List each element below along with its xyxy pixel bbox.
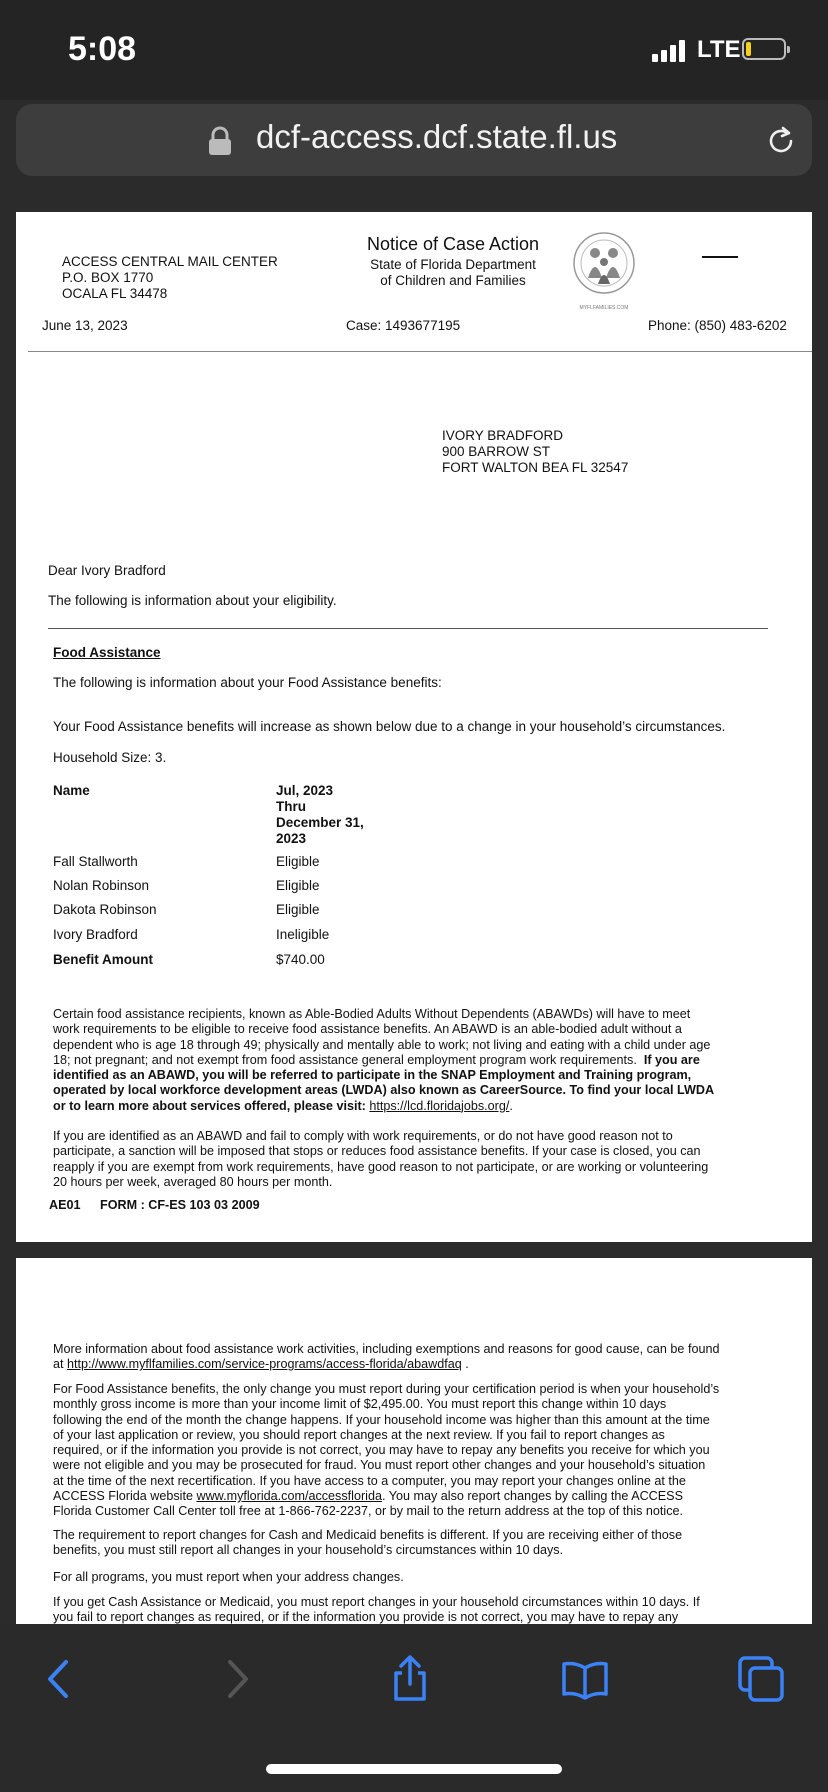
- period-line: Jul, 2023: [276, 783, 334, 798]
- table-header-name: Name: [53, 783, 90, 798]
- text-line: The requirement to report changes for Cash and Medicaid benefits is different. If you are receiving either of those: [53, 1528, 683, 1542]
- accessflorida-link[interactable]: www.myflorida.com/accessflorida: [196, 1489, 382, 1504]
- sender-line: OCALA FL 34478: [62, 286, 168, 301]
- member-name: Ivory Bradford: [53, 927, 138, 942]
- text-line: If you are identified as an ABAWD and fail to comply with work requirements, or do not have good reason not to: [53, 1129, 673, 1143]
- dcf-seal-icon: [564, 226, 644, 300]
- text-line: participate, a sanction will be imposed that stops or reduces food assistance benefits. If your case is closed, you can: [53, 1144, 701, 1159]
- text-line: Certain food assistance recipients, known as Able-Bodied Adults Without Dependents (ABAWDs) will have to meet: [53, 1007, 691, 1021]
- section-divider: [48, 628, 768, 629]
- table-row: [53, 854, 138, 870]
- table-header-period: [276, 783, 364, 847]
- greeting: Dear Ivory Bradford: [48, 563, 166, 578]
- period-line: Thru: [276, 799, 306, 814]
- browser-toolbar: [0, 1624, 828, 1792]
- household-size: Household Size: 3.: [53, 750, 167, 765]
- benefit-label: Benefit Amount: [53, 952, 153, 967]
- phone-number: Phone: (850) 483-6202: [648, 318, 787, 333]
- text-line: For Food Assistance benefits, the only change you must report during your certification period is when your household’s: [53, 1382, 720, 1396]
- recipient-line: 900 BARROW ST: [442, 444, 551, 459]
- reporting-paragraph: [53, 1382, 803, 1520]
- text-line: More information about food assistance work activities, including exemptions and reasons for good cause, can be found: [53, 1342, 720, 1356]
- member-status: Eligible: [276, 854, 320, 869]
- text-line: reapply if you are exempt from work requirements, have good reason to not participate, or are working or volunteering: [53, 1159, 709, 1174]
- benefit-amount: $740.00: [276, 952, 325, 967]
- sender-address: [62, 254, 278, 302]
- increase-text: Your Food Assistance benefits will increase as shown below due to a change in your household’s circumstances.: [53, 719, 726, 734]
- notice-subtitle: of Children and Families: [380, 273, 526, 288]
- text-line: following the end of the month the change happens. If your household income was higher than this amount at the time: [53, 1412, 710, 1427]
- member-status: Eligible: [276, 902, 320, 917]
- forward-icon[interactable]: [212, 1654, 262, 1704]
- text-line: 20 hours per week, averaged 80 hours per month.: [53, 1174, 333, 1189]
- notice-page-1: [16, 212, 812, 1242]
- sanction-paragraph: [53, 1129, 803, 1190]
- text-line: of your last application or review, you should report changes at the next review. If you fail to report changes as: [53, 1427, 665, 1442]
- text-line: dependent who is age 18 through 49; physically and mentally able to work; not living and eating with a child under age: [53, 1037, 711, 1052]
- status-bar: [0, 0, 828, 100]
- reload-icon[interactable]: [764, 124, 798, 158]
- header-divider: [28, 351, 812, 352]
- url-text[interactable]: dcf-access.dcf.state.fl.us: [256, 118, 618, 155]
- share-icon[interactable]: [385, 1654, 435, 1704]
- text-line: monthly gross income is more than your income limit of $2,495.00. You must report this change within 10 days: [53, 1397, 667, 1412]
- text-bold: If you are: [643, 1052, 700, 1067]
- member-name: Dakota Robinson: [53, 902, 157, 917]
- text-span: ACCESS Florida website: [53, 1489, 193, 1504]
- table-row: [53, 878, 149, 894]
- abawd-paragraph: [53, 1007, 803, 1114]
- home-indicator[interactable]: [266, 1764, 562, 1774]
- cash-report-paragraph: [53, 1595, 803, 1624]
- eligibility-intro: The following is information about your eligibility.: [48, 593, 337, 608]
- logo-text: MYFLFAMILIES.COM: [579, 305, 629, 311]
- section-intro: The following is information about your Food Assistance benefits:: [53, 675, 442, 690]
- dcf-logo: [564, 226, 644, 316]
- form-number: FORM : CF-ES 103 03 2009: [100, 1198, 260, 1212]
- sender-line: P.O. BOX 1770: [62, 270, 154, 285]
- recipient-address: [442, 428, 628, 476]
- text-line: operated by local workforce development areas (LWDA) also known as CareerSource. To find your local LWDA: [53, 1083, 715, 1098]
- recipient-line: FORT WALTON BEA FL 32547: [442, 460, 629, 475]
- member-name: Fall Stallworth: [53, 854, 138, 869]
- separator-mark: [702, 256, 738, 258]
- notice-page-2: [16, 1258, 812, 1624]
- work-activities-paragraph: [53, 1342, 803, 1373]
- text-span: 18; not pregnant; and not exempt from food assistance general employment program work requirements.: [53, 1052, 637, 1067]
- text-line: were not eligible and you may be prosecuted for fraud. You must report other changes and your household’s situation: [53, 1458, 706, 1473]
- address-change-paragraph: For all programs, you must report when your address changes.: [53, 1570, 404, 1584]
- text-line: If you get Cash Assistance or Medicaid, you must report changes in your household circumstances within 10 days. If: [53, 1595, 700, 1609]
- text-line: Florida Customer Call Center toll free at 1-866-762-2237, or by mail to the return address at the top of this notice.: [53, 1504, 684, 1519]
- table-row: [53, 927, 138, 943]
- network-label: LTE: [697, 36, 741, 63]
- signal-icon: [652, 38, 685, 62]
- status-time: 5:08: [68, 30, 137, 68]
- careersource-link[interactable]: https://lcd.floridajobs.org/: [369, 1098, 510, 1113]
- period-line: December 31,: [276, 815, 364, 830]
- case-number: Case: 1493677195: [346, 318, 461, 333]
- period-line: 2023: [276, 831, 307, 846]
- address-bar[interactable]: [16, 104, 812, 176]
- text-line: required, or if the information you provide is not correct, you may have to repay any benefits you receive for which you: [53, 1443, 710, 1458]
- text-line: you fail to report changes as required, or if the information you provide is not correct, you may have to repay any: [53, 1610, 679, 1624]
- text-line: work requirements to be eligible to receive food assistance benefits. An ABAWD is an able-bodied adult without a: [53, 1022, 682, 1037]
- member-status: Eligible: [276, 878, 320, 893]
- notice-subtitle: State of Florida Department: [370, 257, 536, 272]
- text-line: identified as an ABAWD, you will be referred to participate in the SNAP Employment and Training program,: [53, 1068, 692, 1083]
- text-line: [53, 1489, 803, 1504]
- battery-icon: [742, 38, 786, 60]
- text-line: at the time of the next recertification. If you have access to a computer, you may report your changes online at the: [53, 1473, 686, 1488]
- back-icon[interactable]: [34, 1654, 84, 1704]
- member-status: Ineligible: [276, 927, 330, 942]
- text-line: [53, 1053, 803, 1068]
- table-row: [53, 902, 157, 918]
- notice-date: June 13, 2023: [42, 318, 128, 333]
- text-bold: or to learn more about services offered, please visit:: [53, 1098, 366, 1113]
- text-line: at http://www.myflfamilies.com/service-programs/access-florida/abawdfaq .: [53, 1357, 469, 1372]
- abawd-faq-link[interactable]: http://www.myflfamilies.com/service-programs/access-florida/abawdfaq: [67, 1357, 462, 1372]
- sender-line: ACCESS CENTRAL MAIL CENTER: [62, 254, 278, 269]
- section-title: Food Assistance: [53, 645, 161, 660]
- text-line: benefits, you must still report all changes in your household’s circumstances within 10 days.: [53, 1543, 564, 1558]
- recipient-line: IVORY BRADFORD: [442, 428, 564, 443]
- lock-icon: [206, 126, 234, 156]
- member-name: Nolan Robinson: [53, 878, 150, 893]
- text-line: or to learn more about services offered, please visit: https://lcd.floridajobs.org/.: [53, 1098, 513, 1113]
- text-span: at: [53, 1357, 64, 1372]
- tabs-icon[interactable]: [736, 1654, 786, 1704]
- bookmarks-icon[interactable]: [560, 1654, 610, 1704]
- notice-title: Notice of Case Action: [366, 234, 540, 254]
- form-code: AE01: [49, 1198, 81, 1212]
- cash-medicaid-paragraph: [53, 1528, 803, 1559]
- text-span: . You may also report changes by calling the ACCESS: [381, 1489, 683, 1504]
